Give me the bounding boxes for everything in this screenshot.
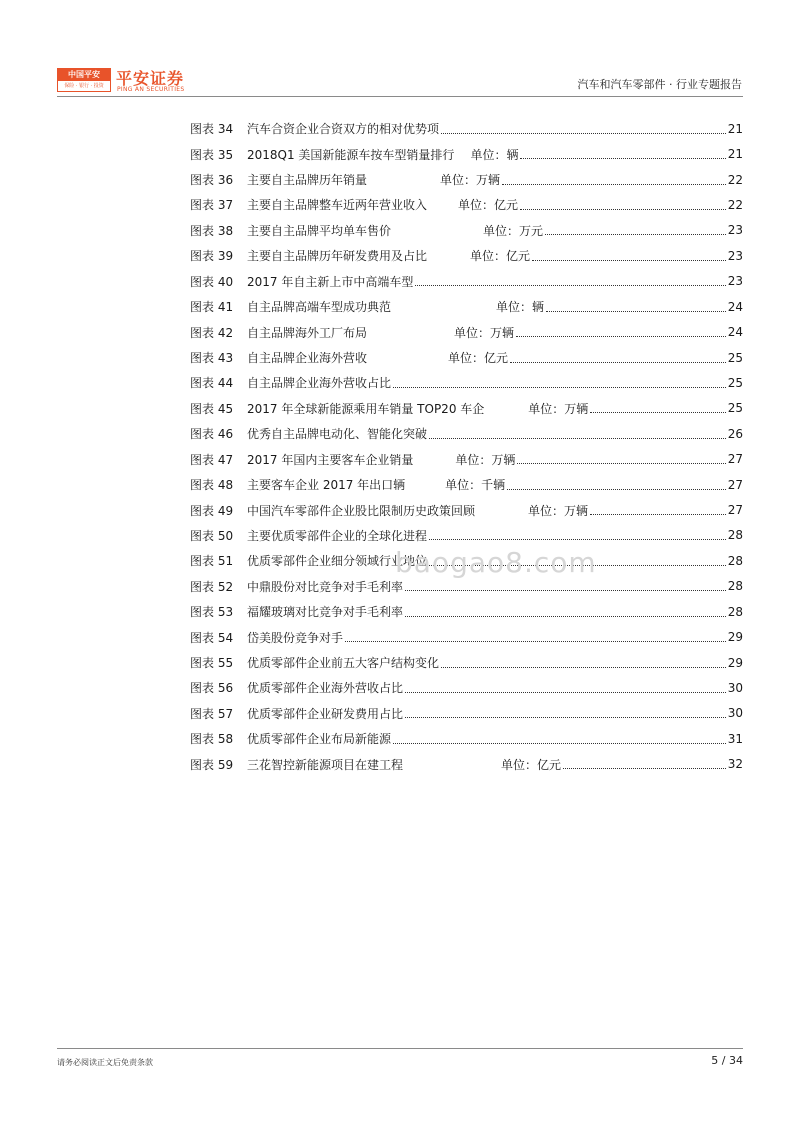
toc-entry[interactable] [190, 294, 743, 319]
figure-title: 优质零部件企业布局新能源 [247, 732, 392, 747]
page-ref: 22 [727, 197, 743, 212]
figure-label: 图表 38 [190, 223, 234, 238]
page-ref: 25 [727, 350, 743, 365]
figure-label: 图表 50 [190, 528, 234, 543]
figure-label: 图表 45 [190, 401, 234, 416]
figure-unit: 单位：万辆 [454, 325, 515, 340]
figure-title: 主要优质零部件企业的全球化进程 [247, 528, 428, 543]
figure-label: 图表 35 [190, 147, 234, 162]
figure-title: 自主品牌企业海外营收 [247, 351, 368, 365]
figure-title: 优质零部件企业前五大客户结构变化 [247, 656, 440, 671]
toc-entry[interactable] [190, 446, 743, 471]
page-ref: 23 [727, 248, 743, 263]
toc-entry[interactable] [190, 497, 743, 522]
figure-title: 主要客车企业 2017 年出口辆 [247, 478, 406, 493]
figure-unit: 单位：万辆 [455, 452, 516, 467]
page-ref: 24 [727, 325, 743, 340]
dot-leader [393, 386, 726, 388]
dot-leader [516, 335, 726, 337]
toc-entry[interactable] [190, 370, 743, 395]
page-ref: 24 [727, 299, 743, 314]
figure-unit: 单位：万元 [483, 223, 544, 238]
figure-unit: 单位：亿元 [458, 198, 519, 213]
figure-title: 主要自主品牌历年研发费用及占比 [247, 249, 428, 264]
pingan-logo-mark [57, 68, 111, 92]
page-ref: 27 [727, 452, 743, 467]
toc-entry[interactable] [190, 218, 743, 243]
dot-leader [590, 513, 726, 515]
toc-entry[interactable] [190, 345, 743, 370]
page-header [0, 0, 800, 100]
figure-title: 2018Q1 美国新能源车按车型销量排行 [247, 147, 455, 162]
figure-title: 中国汽车零部件企业股比限制历史政策回顾 [247, 503, 476, 518]
dot-leader [441, 132, 726, 134]
figure-label: 图表 43 [190, 351, 234, 365]
logo-mark-subtext: 保险 · 银行 · 投资 [64, 83, 104, 89]
toc-entry[interactable] [190, 167, 743, 192]
page-ref: 28 [727, 604, 743, 619]
figure-unit: 单位：亿元 [470, 249, 531, 264]
dot-leader [520, 157, 725, 159]
toc-entry[interactable] [190, 726, 743, 751]
figure-label: 图表 40 [190, 274, 234, 289]
figure-title: 2017 年自主新上市中高端车型 [247, 274, 414, 289]
figure-unit: 单位：辆 [470, 147, 519, 162]
dot-leader [345, 640, 726, 642]
page-number: 5 / 34 [711, 1054, 743, 1067]
toc-entry[interactable] [190, 599, 743, 624]
dot-leader [415, 284, 725, 286]
page-ref: 27 [727, 503, 743, 518]
toc-entry[interactable] [190, 650, 743, 675]
dot-leader [405, 691, 726, 693]
figure-label: 图表 55 [190, 656, 234, 671]
toc-entry[interactable] [190, 319, 743, 344]
figure-label: 图表 46 [190, 427, 234, 442]
dot-leader [510, 361, 726, 363]
page-ref: 27 [727, 477, 743, 492]
dot-leader [546, 310, 726, 312]
figure-title: 汽车合资企业合资双方的相对优势项 [247, 122, 440, 137]
dot-leader [405, 589, 726, 591]
page-ref: 32 [727, 757, 743, 772]
toc-entry[interactable] [190, 269, 743, 294]
dot-leader [532, 259, 726, 261]
toc-entry[interactable] [190, 396, 743, 421]
dot-leader [502, 183, 726, 185]
figure-title: 自主品牌高端车型成功典范 [247, 300, 392, 315]
page-ref: 21 [727, 121, 743, 136]
figure-label: 图表 52 [190, 579, 234, 594]
figure-unit: 单位：亿元 [448, 351, 509, 365]
company-name-en: PING AN SECURITIES [117, 86, 185, 93]
figure-unit: 单位：万辆 [528, 503, 589, 518]
page-ref: 30 [727, 680, 743, 695]
dot-leader [429, 437, 726, 439]
figure-title: 中鼎股份对比竞争对手毛利率 [247, 579, 404, 594]
figure-title: 2017 年国内主要客车企业销量 [247, 452, 414, 467]
figure-title: 自主品牌海外工厂布局 [247, 325, 368, 340]
page-ref: 26 [727, 426, 743, 441]
watermark: baogao8.com [395, 546, 597, 579]
dot-leader [507, 488, 726, 490]
page-ref: 21 [727, 147, 743, 162]
dot-leader [405, 615, 726, 617]
dot-leader [441, 666, 726, 668]
dot-leader [563, 767, 726, 769]
figure-label: 图表 48 [190, 478, 234, 493]
toc-entry[interactable] [190, 421, 743, 446]
page-ref: 29 [727, 630, 743, 645]
figure-title: 自主品牌企业海外营收占比 [247, 376, 392, 391]
figure-title: 三花智控新能源项目在建工程 [247, 757, 404, 772]
dot-leader [520, 208, 726, 210]
figure-title: 主要自主品牌平均单车售价 [247, 223, 392, 238]
disclaimer-note: 请务必阅读正文后免责条款 [57, 1058, 153, 1067]
figure-label: 图表 49 [190, 503, 234, 518]
page-ref: 25 [727, 401, 743, 416]
dot-leader [429, 538, 726, 540]
figure-label: 图表 54 [190, 630, 234, 645]
figure-label: 图表 56 [190, 681, 234, 696]
dot-leader [405, 716, 726, 718]
figure-title: 优质零部件企业海外营收占比 [247, 681, 404, 696]
figure-label: 图表 57 [190, 706, 234, 721]
toc-entry[interactable] [190, 675, 743, 700]
toc-entry[interactable] [190, 243, 743, 268]
page-ref: 28 [727, 553, 743, 568]
dot-leader [517, 462, 725, 464]
figure-label: 图表 41 [190, 300, 234, 315]
figure-unit: 单位：辆 [496, 300, 545, 315]
figure-unit: 单位：千辆 [445, 478, 506, 493]
figure-label: 图表 36 [190, 173, 234, 188]
toc-entry[interactable] [190, 523, 743, 548]
figure-title: 福耀玻璃对比竞争对手毛利率 [247, 605, 404, 620]
figure-label: 图表 53 [190, 605, 234, 620]
page-ref: 28 [727, 579, 743, 594]
figure-label: 图表 58 [190, 732, 234, 747]
footer-divider [57, 1048, 743, 1049]
page-ref: 23 [727, 274, 743, 289]
figure-title: 主要自主品牌整车近两年营业收入 [247, 198, 428, 213]
page-ref: 28 [727, 528, 743, 543]
figure-label: 图表 37 [190, 198, 234, 213]
page-ref: 23 [727, 223, 743, 238]
figure-list [190, 116, 743, 777]
figure-title: 优质零部件企业研发费用占比 [247, 706, 404, 721]
figure-unit: 单位：亿元 [501, 757, 562, 772]
report-title: 汽车和汽车零部件 · 行业专题报告 [577, 78, 742, 91]
figure-title: 优质零部件企业细分领域行业地位 [247, 554, 428, 569]
figure-unit: 单位：万辆 [440, 173, 501, 188]
toc-entry[interactable] [190, 116, 743, 141]
toc-entry[interactable] [190, 192, 743, 217]
figure-label: 图表 39 [190, 249, 234, 264]
dot-leader [545, 233, 726, 235]
figure-label: 图表 44 [190, 376, 234, 391]
figure-unit: 单位：万辆 [528, 401, 589, 416]
page-ref: 29 [727, 655, 743, 670]
header-divider [57, 96, 743, 97]
company-name-cn: 平安证券 [116, 69, 185, 88]
toc-entry[interactable] [190, 141, 743, 166]
figure-title: 优秀自主品牌电动化、智能化突破 [247, 427, 428, 442]
figure-title: 2017 年全球新能源乘用车销量 TOP20 车企 [247, 401, 485, 416]
figure-label: 图表 42 [190, 325, 234, 340]
toc-entry[interactable] [190, 472, 743, 497]
toc-entry[interactable] [190, 752, 743, 777]
figure-label: 图表 34 [190, 122, 234, 137]
figure-title: 主要自主品牌历年销量 [247, 173, 368, 188]
figure-label: 图表 59 [190, 757, 234, 772]
page-ref: 22 [727, 172, 743, 187]
toc-entry[interactable] [190, 624, 743, 649]
page-ref: 30 [727, 706, 743, 721]
toc-entry[interactable] [190, 701, 743, 726]
figure-label: 图表 51 [190, 554, 234, 569]
dot-leader [590, 411, 725, 413]
figure-title: 岱美股份竞争对手 [247, 630, 344, 645]
page-ref: 31 [727, 731, 743, 746]
logo-mark-text: 中国平安 [58, 69, 110, 81]
figure-label: 图表 47 [190, 452, 234, 467]
page-ref: 25 [727, 375, 743, 390]
dot-leader [393, 742, 726, 744]
